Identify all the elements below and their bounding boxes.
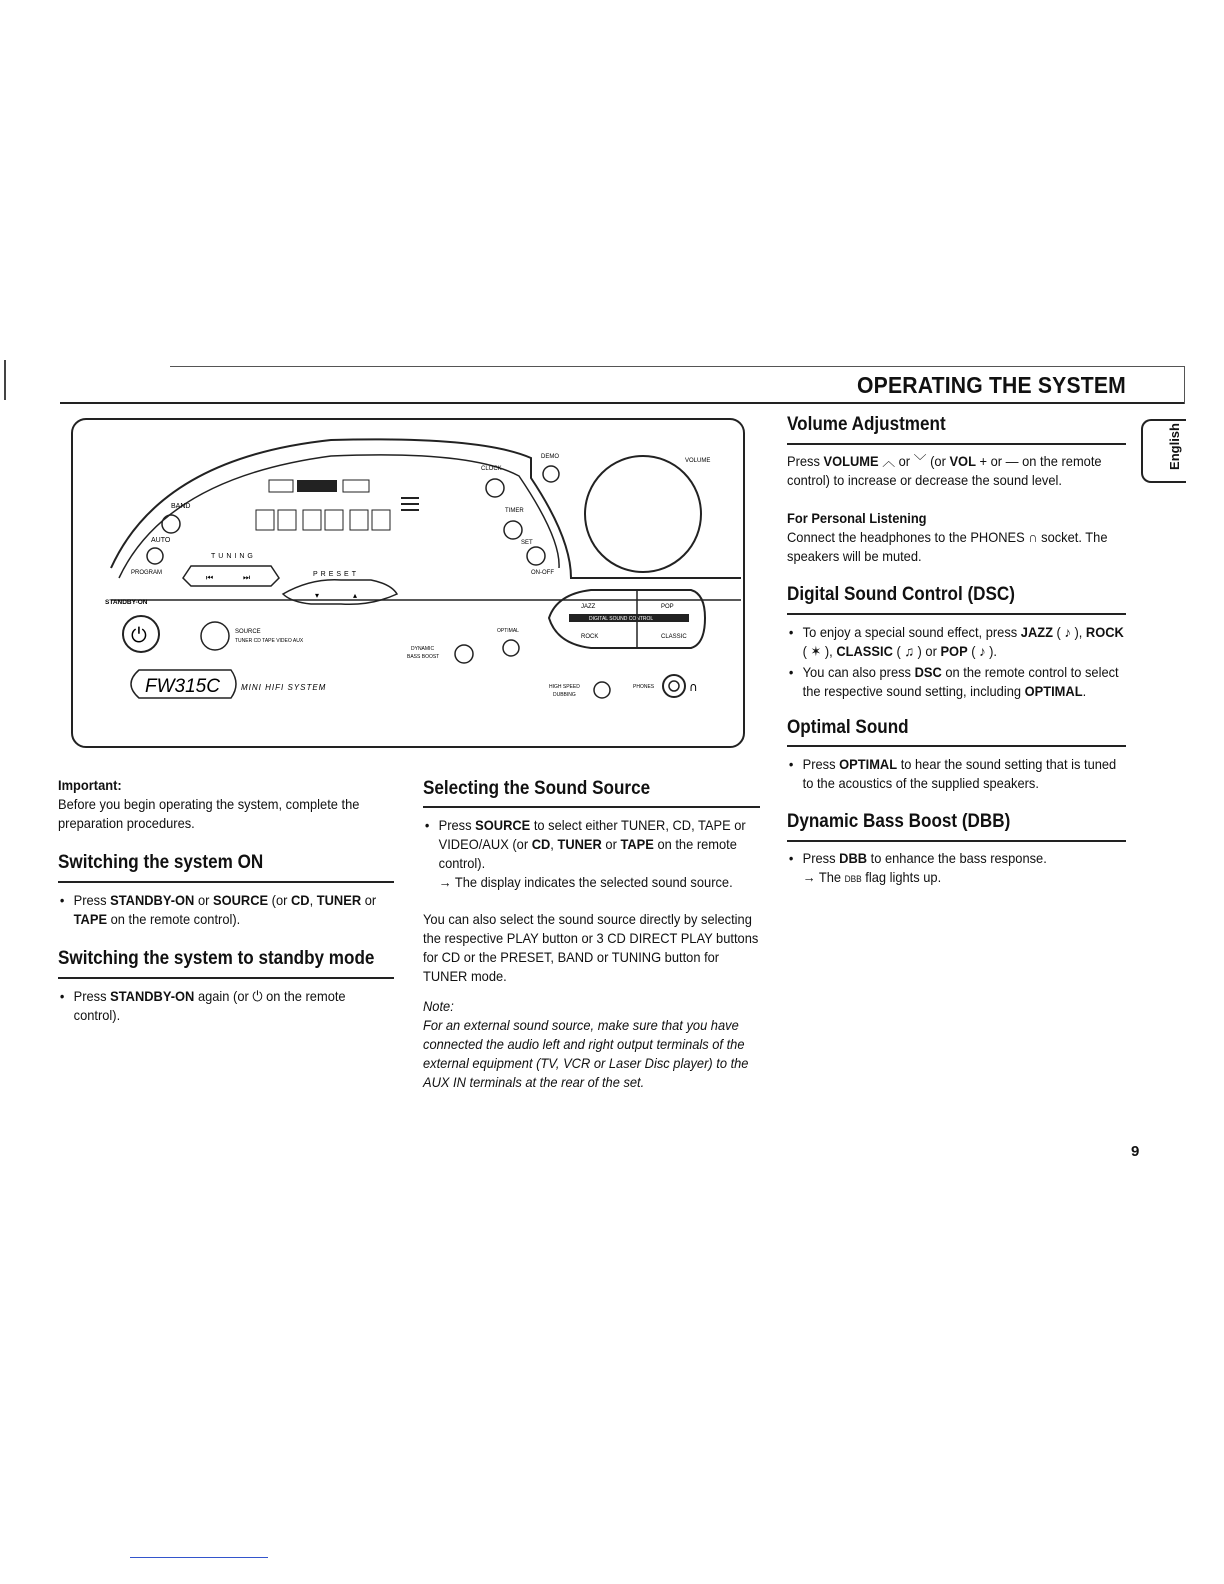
tuning-label: TUNING — [211, 553, 256, 560]
bassboost-label: BASS BOOST — [407, 654, 440, 660]
personal-listening — [787, 509, 1126, 566]
top-rule — [170, 366, 1185, 367]
auto-button[interactable] — [147, 548, 163, 564]
set-button[interactable] — [527, 547, 545, 565]
standby-rule — [58, 977, 394, 979]
source-label: SOURCE — [235, 629, 261, 635]
important-text: Before you begin operating the system, complete the preparation procedures. — [58, 796, 360, 831]
dsc-list — [787, 623, 1126, 703]
onoff-label: ON-OFF — [531, 570, 554, 576]
page-number: 9 — [1131, 1143, 1140, 1160]
dubbing-label: DUBBING — [553, 692, 576, 698]
sound-source-para: You can also select the sound source directly by selecting the respective PLAY button or 3 CD DIRECT PLAY buttons for CD or the PRESET, BAND or TUNING button for TUNER mode. — [423, 911, 759, 984]
preset-label: PRESET — [313, 571, 360, 578]
sound-source-note — [423, 997, 760, 1092]
program-label: PROGRAM — [131, 570, 163, 576]
list-item: • You can also press DSC on the remote control to select the respective sound setting, including OPTIMAL. — [787, 663, 1126, 701]
model-name: FW315C — [145, 676, 220, 697]
pop-label: POP — [661, 604, 674, 610]
list-item: • Press OPTIMAL to hear the sound setting that is tuned to the acoustics of the supplied speakers. — [787, 755, 1126, 793]
switch-on-list — [58, 891, 389, 931]
lcd-display — [256, 480, 419, 530]
standby-label: STANDBY-ON — [105, 599, 148, 606]
headphones-icon: ∩ — [689, 680, 698, 694]
demo-label: DEMO — [541, 454, 559, 460]
switch-on-rule — [58, 881, 394, 883]
jazz-label: JAZZ — [581, 604, 596, 610]
svg-text:⏮: ⏮ — [206, 573, 214, 582]
dubbing-button[interactable] — [594, 682, 610, 698]
dbb-button[interactable] — [455, 645, 473, 663]
personal-text: Connect the headphones to the PHONES ∩ socket. The speakers will be muted. — [787, 529, 1108, 564]
volume-label: VOLUME — [685, 458, 711, 464]
list-item: • Press STANDBY-ON again (or ⏻ on the remote control). — [58, 987, 371, 1025]
sound-source-list — [423, 816, 756, 894]
optimal-button[interactable] — [503, 640, 519, 656]
standby-heading: Switching the system to standby mode — [58, 948, 375, 969]
dbb-rule — [787, 840, 1126, 842]
svg-text:▴: ▴ — [353, 591, 358, 600]
dsc-label: DIGITAL SOUND CONTROL — [589, 616, 654, 622]
hispeed-label: HIGH SPEED — [549, 684, 580, 690]
list-item: • Press DBB to enhance the bass response. → The DBB flag lights up. — [787, 849, 1126, 889]
dsc-rule — [787, 613, 1126, 615]
language-label: English — [1166, 423, 1182, 470]
header-rule — [60, 402, 1185, 404]
dbb-list — [787, 849, 1126, 891]
arrow-note: → The display indicates the selected sound source. — [438, 874, 733, 890]
optimal-rule — [787, 745, 1126, 747]
source-sub-label: TUNER CD TAPE VIDEO AUX — [235, 638, 304, 644]
source-button[interactable] — [201, 622, 229, 650]
sound-source-heading: Selecting the Sound Source — [423, 778, 651, 799]
list-item: • To enjoy a special sound effect, press JAZZ ( ♪ ), ROCK ( ✶ ), CLASSIC ( ♫ ) or POP ( ♪ ). — [787, 623, 1126, 661]
band-button[interactable] — [162, 515, 180, 533]
phones-label: PHONES — [633, 684, 655, 690]
timer-button[interactable] — [504, 521, 522, 539]
svg-text:⏭: ⏭ — [243, 573, 251, 582]
switch-on-heading: Switching the system ON — [58, 852, 264, 873]
device-front-panel-illustration — [71, 418, 745, 748]
standby-list — [58, 987, 371, 1027]
volume-rule — [787, 443, 1126, 445]
volume-heading: Volume Adjustment — [787, 414, 946, 435]
personal-heading: For Personal Listening — [787, 510, 927, 526]
list-item: • Press SOURCE to select either TUNER, CD, TAPE or VIDEO/AUX (or CD, TUNER or TAPE on the remote control). → The display indicates the selected sound source. — [423, 816, 756, 892]
demo-button[interactable] — [543, 466, 559, 482]
optimal-heading: Optimal Sound — [787, 717, 909, 738]
important-block — [58, 776, 362, 833]
set-label: SET — [521, 540, 533, 546]
volume-text: Press VOLUME ︿ or ﹀ (or VOL + or — on the remote control) to increase or decrease the sound level. — [787, 453, 1102, 488]
volume-knob[interactable] — [585, 456, 701, 572]
note-label: Note: — [423, 998, 454, 1014]
tuning-buttons[interactable] — [183, 566, 279, 586]
device-svg — [71, 418, 745, 748]
page-title: OPERATING THE SYSTEM — [857, 372, 1126, 398]
classic-label: CLASSIC — [661, 634, 687, 640]
optimal-list — [787, 755, 1126, 795]
optimal-label: OPTIMAL — [497, 628, 519, 634]
dynamic-label: DYNAMIC — [411, 646, 435, 652]
band-label: BAND — [171, 503, 191, 510]
auto-label: AUTO — [151, 537, 171, 544]
phones-socket[interactable] — [663, 675, 685, 697]
language-tab — [1141, 419, 1186, 483]
footer-line — [130, 1557, 268, 1558]
list-item: • Press STANDBY-ON or SOURCE (or CD, TUNER or TAPE on the remote control). — [58, 891, 389, 929]
header-right-tick — [1184, 366, 1185, 404]
dbb-heading: Dynamic Bass Boost (DBB) — [787, 811, 1011, 832]
dsc-heading: Digital Sound Control (DSC) — [787, 584, 1015, 605]
note-text: For an external sound source, make sure that you have connected the audio left and right output terminals of the external equipment (TV, VCR or Laser Disc player) to the AUX IN terminals at the rear of the set. — [423, 1017, 749, 1090]
sound-source-rule — [423, 806, 760, 808]
important-label: Important: — [58, 777, 122, 793]
svg-text:▾: ▾ — [315, 591, 320, 600]
margin-mark — [4, 360, 6, 400]
model-subtitle: MINI HIFI SYSTEM — [241, 683, 327, 692]
timer-label: TIMER — [505, 508, 524, 514]
clock-label: CLOCK — [481, 466, 502, 472]
rock-label: ROCK — [581, 634, 599, 640]
clock-button[interactable] — [486, 479, 504, 497]
power-icon: ⏻ — [131, 623, 147, 647]
